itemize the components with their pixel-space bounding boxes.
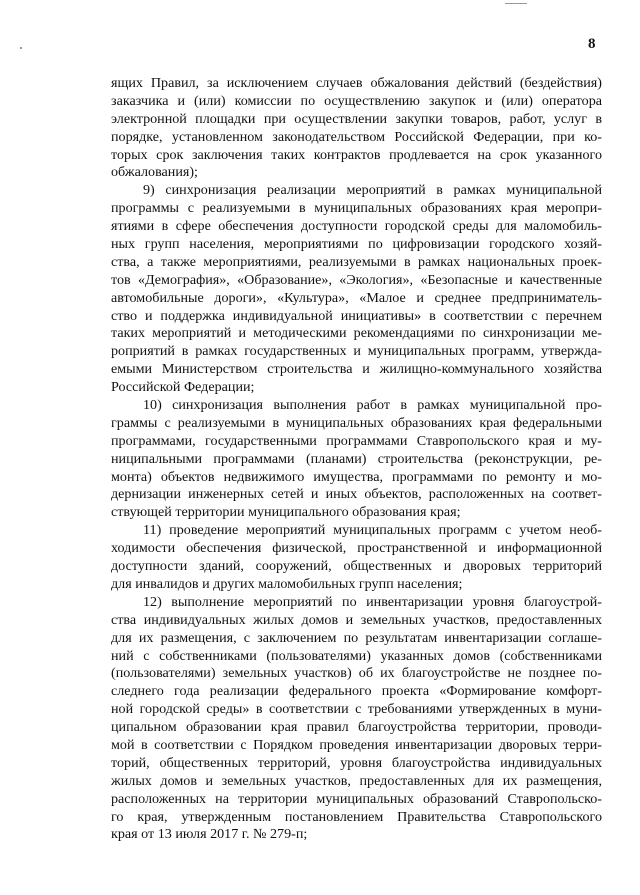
paragraph-start-line: 10) синхронизация выполнения работ в рамках муниципальной про- [143,397,602,414]
text-line: торий, общественных территорий, уровня благоустройства индивидуальных [111,754,602,771]
document-body [111,75,602,844]
text-line: ятиями в сфере обеспечения доступности городской среды для маломобиль- [111,218,602,235]
text-line: дернизации инженерных сетей и иных объектов, расположенных на соответ- [111,486,602,503]
text-line: ходимости обеспечения физической, пространственной и информационной [111,540,602,557]
text-line: электронной площадки при осуществлении закупки товаров, работ, услуг в [111,110,602,127]
text-line: ных групп населения, мероприятиями по цифровизации городского хозяй- [111,236,602,253]
text-line: мой в соответствии с Порядком проведения инвентаризации дворовых терри- [111,736,602,753]
text-line: следнего года реализации федерального проекта «Формирование комфорт- [111,683,602,700]
text-line: обжалования); [111,164,198,181]
text-line: автомобильные дороги», «Культура», «Малое и среднее предприниматель- [111,289,602,306]
text-line: таких мероприятий и методическими рекомендациями по синхронизации ме- [111,325,602,342]
text-line: края от 13 июля 2017 г. № 279-п; [111,826,308,843]
text-line: ной городской среды» в соответствии с требованиями утвержденных в муни- [111,701,602,718]
text-line: порядке, установленном законодательством Российской Федерации, при ко- [111,128,602,145]
text-line: ципальном образовании края правил благоустройства территории, проводи- [111,719,602,736]
page-number: 8 [588,36,596,52]
scan-artifact-top [505,3,527,4]
scan-artifact-left [20,47,22,49]
text-line: ний с собственниками (пользователями) указанных домов (собственниками [111,647,602,664]
text-line: ство и поддержка индивидуальной инициативы» в соответствии с перечнем [111,307,602,324]
text-line: Российской Федерации; [111,379,255,396]
text-line: для инвалидов и других маломобильных групп населения; [111,575,463,592]
text-line: ящих Правил, за исключением случаев обжалования действий (бездействия) [111,75,602,91]
text-line: роприятий в рамках государственных и муниципальных программ, утвержда- [111,343,602,360]
text-line: заказчика и (или) комиссии по осуществлению закупок и (или) оператора [111,92,602,109]
text-line: тов «Демография», «Образование», «Экология», «Безопасные и качественные [111,271,602,288]
paragraph-start-line: 11) проведение мероприятий муниципальных программ с учетом необ- [143,522,602,539]
text-line: (пользователями) земельных участков) об их благоустройстве не позднее по- [111,665,602,682]
text-line: программами, государственными программами Ставропольского края и му- [111,432,602,449]
text-line: ствующей территории муниципального образования края; [111,504,461,521]
text-line: монта) объектов недвижимого имущества, программами по ремонту и мо- [111,468,602,485]
text-line: го края, утвержденным постановлением Правительства Ставропольского [111,808,602,825]
paragraph-start-line: 12) выполнение мероприятий по инвентаризации уровня благоустрой- [143,593,602,610]
text-line: жилых домов и земельных участков, предоставленных для их размещения, [111,772,602,789]
text-line: программы с реализуемыми в муниципальных образованиях края меропри- [111,200,602,217]
text-line: граммы с реализуемыми в муниципальных образованиях края федеральными [111,414,602,431]
paragraph-start-line: 9) синхронизация реализации мероприятий в рамках муниципальной [143,182,602,199]
text-line: доступности зданий, сооружений, общественных и дворовых территорий [111,558,602,575]
text-line: ства индивидуальных жилых домов и земельных участков, предоставленных [111,611,602,628]
text-line: расположенных на территории муниципальных образований Ставропольско- [111,790,602,807]
text-line: ства, а также мероприятиями, реализуемыми в рамках национальных проек- [111,253,602,270]
text-line: емыми Министерством строительства и жилищно-коммунального хозяйства [111,361,602,378]
text-line: торых срок заключения таких контрактов продлевается на срок указанного [111,146,602,163]
text-line: ниципальными программами (планами) строительства (реконструкции, ре- [111,450,602,467]
text-line: для их размещения, с заключением по результатам инвентаризации соглаше- [111,629,602,646]
